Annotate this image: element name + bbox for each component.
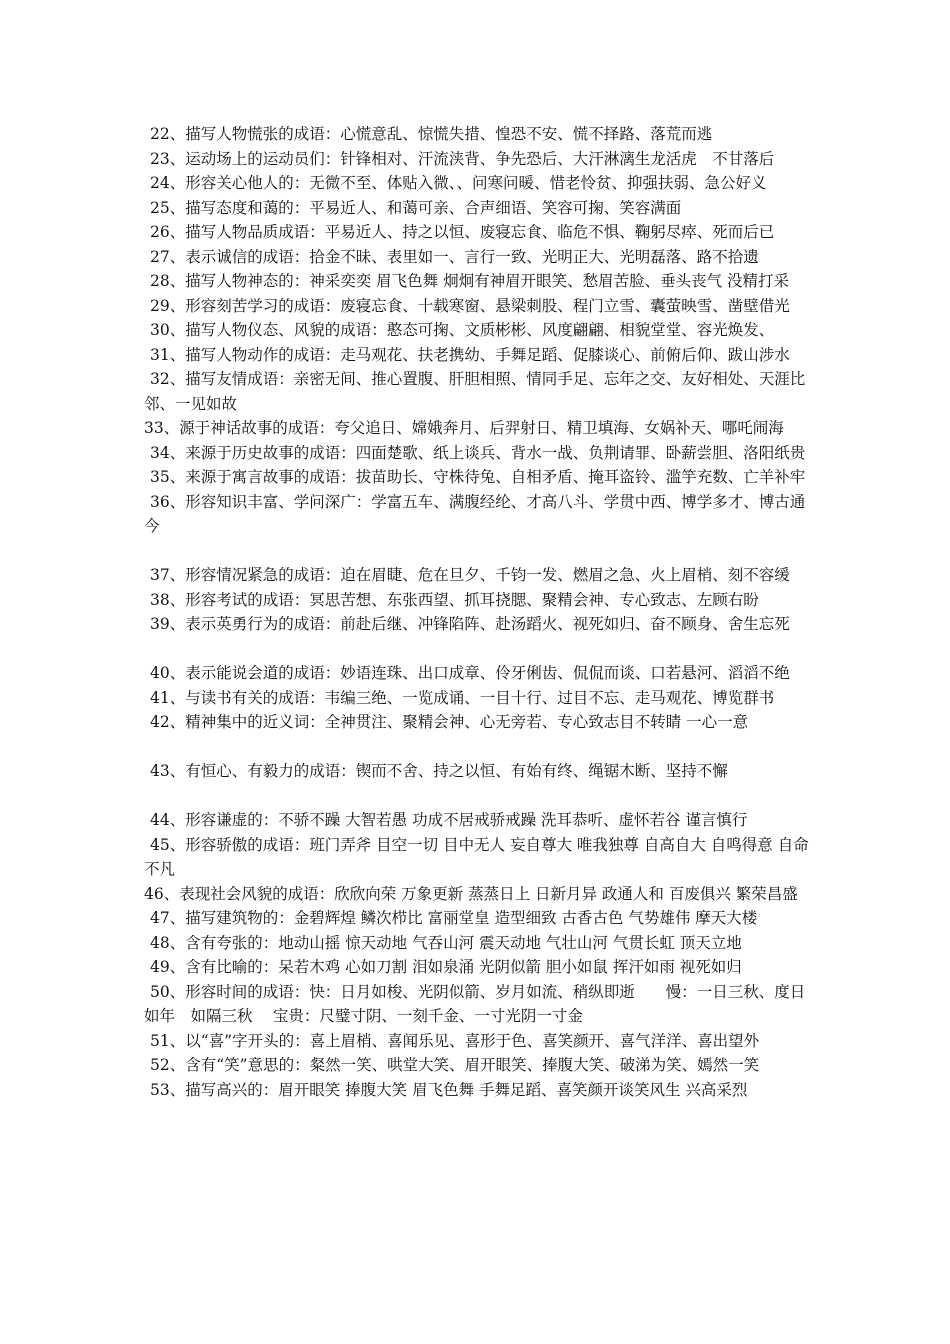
list-item: 52、含有“笑”意思的：粲然一笑、哄堂大笑、眉开眼笑、捧腹大笑、破涕为笑、嫣然一笑	[150, 1056, 760, 1074]
list-item: 25、描写态度和蔼的：平易近人、和蔼可亲、合声细语、笑容可掬、笑容满面	[150, 198, 682, 217]
list-item: 34、来源于历史故事的成语：四面楚歌、纸上谈兵、背水一战、负荆请罪、卧薪尝胆、洛阳纸贵	[150, 443, 806, 462]
list-item: 30、描写人物仪态、风貌的成语：憨态可掬、文质彬彬、风度翩翩、相貌堂堂、容光焕发、	[150, 321, 775, 339]
list-item: 27、表示诚信的成语：拾金不昧、表里如一、言行一致、光明正大、光明磊落、路不拾遗	[150, 247, 759, 266]
list-item: 23、运动场上的运动员们：针锋相对、汗流浃背、争先恐后、大汗淋漓生龙活虎 不甘落后	[150, 149, 775, 168]
blank-line	[144, 637, 816, 662]
list-item: 24、形容关心他人的：无微不至、体贴入微、、问寒问暖、惜老怜贫、抑强扶弱、急公好义	[150, 174, 767, 192]
list-item: 26、描写人物品质成语：平易近人、持之以恒、废寝忘食、临危不惧、鞠躬尽瘁、死而后已	[150, 223, 775, 241]
list-item: 53、描写高兴的：眉开眼笑 捧腹大笑 眉飞色舞 手舞足蹈、喜笑颜开谈笑风生 兴高采烈	[150, 1080, 748, 1099]
list-item: 22、描写人物慌张的成语：心慌意乱、惊慌失措、惶恐不安、慌不择路、落荒而逃	[150, 125, 713, 143]
list-item: 33、源于神话故事的成语：夸父追日、嫦娥奔月、后羿射日、精卫填海、女娲补天、哪吒闹海	[144, 419, 784, 437]
list-item: 39、表示英勇行为的成语：前赴后继、冲锋陷阵、赴汤蹈火、视死如归、奋不顾身、舍生忘死	[150, 615, 790, 633]
list-item: 47、描写建筑物的：金碧辉煌 鳞次栉比 富丽堂皇 造型细致 古香古色 气势雄伟 摩天大楼	[150, 909, 758, 927]
list-item: 42、精神集中的近义词：全神贯注、聚精会神、心无旁若、专心致志目不转睛 一心一意	[150, 713, 749, 731]
list-item: 46、表现社会风貌的成语：欣欣向荣 万象更新 蒸蒸日上 日新月异 政通人和 百废俱兴 繁荣昌盛	[144, 884, 798, 903]
list-item: 48、含有夸张的：地动山摇 惊天动地 气吞山河 震天动地 气壮山河 气贯长虹 顶天立地	[150, 933, 742, 952]
list-item: 28、描写人物神态的：神采奕奕 眉飞色舞 炯炯有神眉开眼笑、愁眉苦脸、垂头丧气 没精打采	[150, 272, 790, 290]
list-item: 51、以“喜”字开头的：喜上眉梢、喜闻乐见、喜形于色、喜笑颜开、喜气洋洋、喜出望外	[150, 1031, 760, 1050]
idiom-list	[144, 122, 816, 1102]
list-item: 36、形容知识丰富、学问深广：学富五车、满腹经纶、才高八斗、学贯中西、博学多才、博古通今	[144, 492, 806, 535]
list-item: 31、描写人物动作的成语：走马观花、扶老携幼、手舞足蹈、促膝谈心、前俯后仰、跋山涉水	[150, 345, 790, 364]
list-item: 44、形容谦虚的：不骄不躁 大智若愚 功成不居戒骄戒躁 洗耳恭听、虚怀若谷 谨言慎行	[150, 811, 748, 829]
list-item: 32、描写友情成语：亲密无间、推心置腹、肝胆相照、情同手足、忘年之交、友好相处、天涯比邻、一见如故	[144, 370, 806, 413]
list-item: 49、含有比喻的：呆若木鸡 心如刀割 泪如泉涌 光阴似箭 胆小如鼠 挥汗如雨 视死如归	[150, 958, 742, 976]
list-item: 40、表示能说会道的成语：妙语连珠、出口成章、伶牙俐齿、侃侃而谈、口若悬河、滔滔不绝	[150, 664, 790, 682]
list-item: 43、有恒心、有毅力的成语：锲而不舍、持之以恒、有始有终、绳锯木断、坚持不懈	[150, 762, 728, 780]
blank-line	[144, 735, 816, 760]
list-item: 37、形容情况紧急的成语：迫在眉睫、危在旦夕、千钧一发、燃眉之急、火上眉梢、刻不容缓	[150, 566, 790, 584]
list-item: 29、形容刻苦学习的成语：废寝忘食、十载寒窗、悬梁刺股、程门立雪、囊萤映雪、凿壁借光	[150, 296, 790, 315]
list-item: 35、来源于寓言故事的成语：拔苗助长、守株待兔、自相矛盾、掩耳盗铃、滥竽充数、亡羊补牢	[150, 468, 806, 486]
list-item: 50、形容时间的成语：快：日月如梭、光阴似箭、岁月如流、稍纵即逝 慢：一日三秋、度日如年 如隔三秋 宝贵：尺璧寸阴、一刻千金、一寸光阴一寸金	[144, 982, 806, 1025]
blank-line	[144, 539, 816, 564]
list-item: 38、形容考试的成语：冥思苦想、东张西望、抓耳挠腮、聚精会神、专心致志、左顾右盼	[150, 590, 759, 609]
list-item: 45、形容骄傲的成语：班门弄斧 目空一切 目中无人 妄自尊大 唯我独尊 自高自大 自鸣得意 自命不凡	[144, 835, 809, 878]
blank-line	[144, 784, 816, 809]
list-item: 41、与读书有关的成语：韦编三绝、一览成诵、一目十行、过目不忘、走马观花、博览群书	[150, 688, 775, 707]
